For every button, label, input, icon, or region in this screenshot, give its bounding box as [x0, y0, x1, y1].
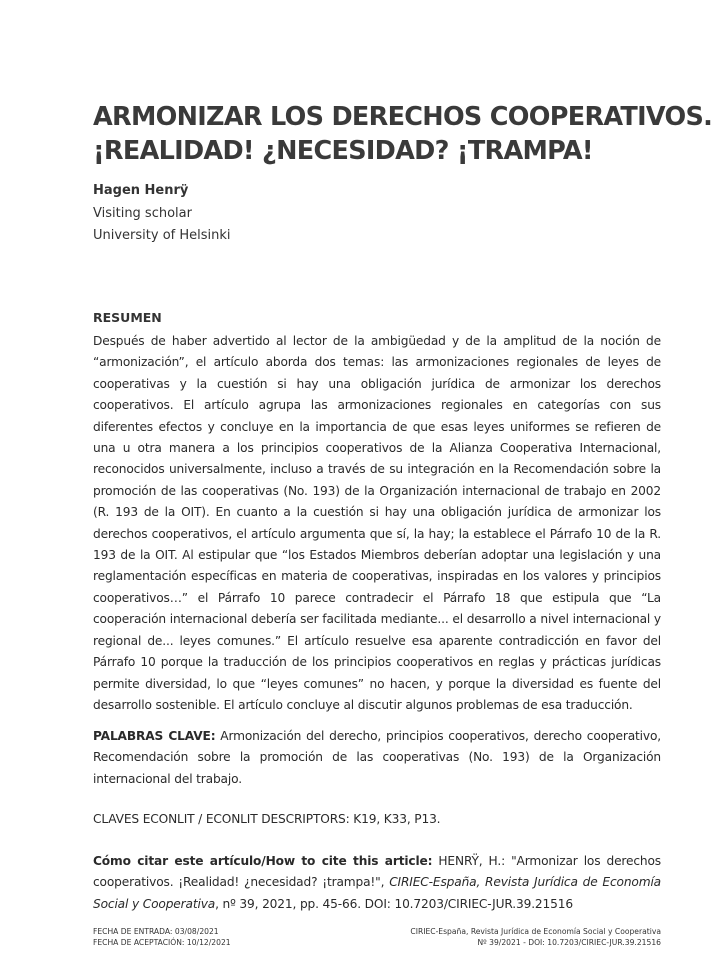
citation-paragraph — [93, 851, 661, 915]
keywords-text: Armonización del derecho, principios cooperativos, derecho cooperativo, Recomendación sobre la promoción de las cooperativas (No. 193) de la Organización internacional del trabajo. — [93, 729, 661, 786]
keywords-paragraph — [93, 726, 661, 790]
keywords-label: PALABRAS CLAVE: — [93, 729, 216, 743]
citation-label: Cómo citar este artículo/How to cite this article: — [93, 854, 433, 868]
author-position: Visiting scholar — [93, 206, 192, 221]
article-title-line-1: ARMONIZAR LOS DERECHOS COOPERATIVOS. — [93, 102, 713, 132]
footer-accepted-date: FECHA DE ACEPTACIÓN: 10/12/2021 — [93, 938, 231, 947]
author-name: Hagen Henrÿ — [93, 183, 189, 198]
citation-text: HENRŸ, H.: "Armonizar los derechos cooperativos. ¡Realidad! ¿necesidad? ¡trampa!", — [93, 854, 661, 890]
footer-issue-doi: Nº 39/2021 - DOI: 10.7203/CIRIEC-JUR.39.21516 — [477, 938, 661, 947]
article-title-line-2: ¡REALIDAD! ¿NECESIDAD? ¡TRAMPA! — [93, 136, 593, 166]
abstract-heading: RESUMEN — [93, 310, 162, 325]
footer-journal-name: CIRIEC-España, Revista Jurídica de Economía Social y Cooperativa — [410, 927, 661, 936]
footer-received-date: FECHA DE ENTRADA: 03/08/2021 — [93, 927, 219, 936]
article-title — [93, 100, 713, 168]
citation-details: , nº 39, 2021, pp. 45-66. DOI: 10.7203/CIRIEC-JUR.39.21516 — [215, 896, 573, 911]
author-institution: University of Helsinki — [93, 228, 231, 243]
econlit-descriptors: CLAVES ECONLIT / ECONLIT DESCRIPTORS: K19, K33, P13. — [93, 812, 441, 826]
citation-journal: CIRIEC-España, Revista Jurídica de Economía Social y Cooperativa — [93, 875, 661, 911]
abstract-text: Después de haber advertido al lector de la ambigüedad y de la amplitud de la noción de “armonización”, el artículo aborda dos temas: las armonizaciones regionales de leyes de cooperativas y la cuestión si hay una obligación jurídica de armonizar los derechos cooperativos. El artículo agrupa las armonizaciones regionales en categorías con sus diferentes efectos y concluye en la importancia de que esas leyes uniformes se refieren de una u otra manera a los principios cooperativos de la Alianza Cooperativa Internacional, reconocidos universalmente, incluso a través de su integración en la Recomendación sobre la promoción de las cooperativas (No. 193) de la Organización internacional de trabajo en 2002 (R. 193 de la OIT). En cuanto a la cuestión si hay una obligación jurídica de armonizar los derechos cooperativos, el artículo argumenta que sí, la hay; la establece el Párrafo 10 de la R. 193 de la OIT. Al estipular que “los Estados Miembros deberían adoptar una legislación y una reglamentación específicas en materia de cooperativas, inspiradas en los valores y principios cooperativos…” el Párrafo 10 parece contradecir el Párrafo 18 que estipula que “La cooperación internacional debería ser facilitada mediante... el desarrollo a nivel internacional y regional de... leyes comunes.” El artículo resuelve esa aparente contradicción en favor del Párrafo 10 porque la traducción de los principios cooperativos en reglas y prácticas jurídicas permite diversidad, lo que “leyes comunes” no hacen, y porque la diversidad es fuente del desarrollo sostenible. El artículo concluye al discutir algunos problemas de esa traducción. — [93, 334, 661, 712]
article-first-page — [93, 0, 713, 969]
